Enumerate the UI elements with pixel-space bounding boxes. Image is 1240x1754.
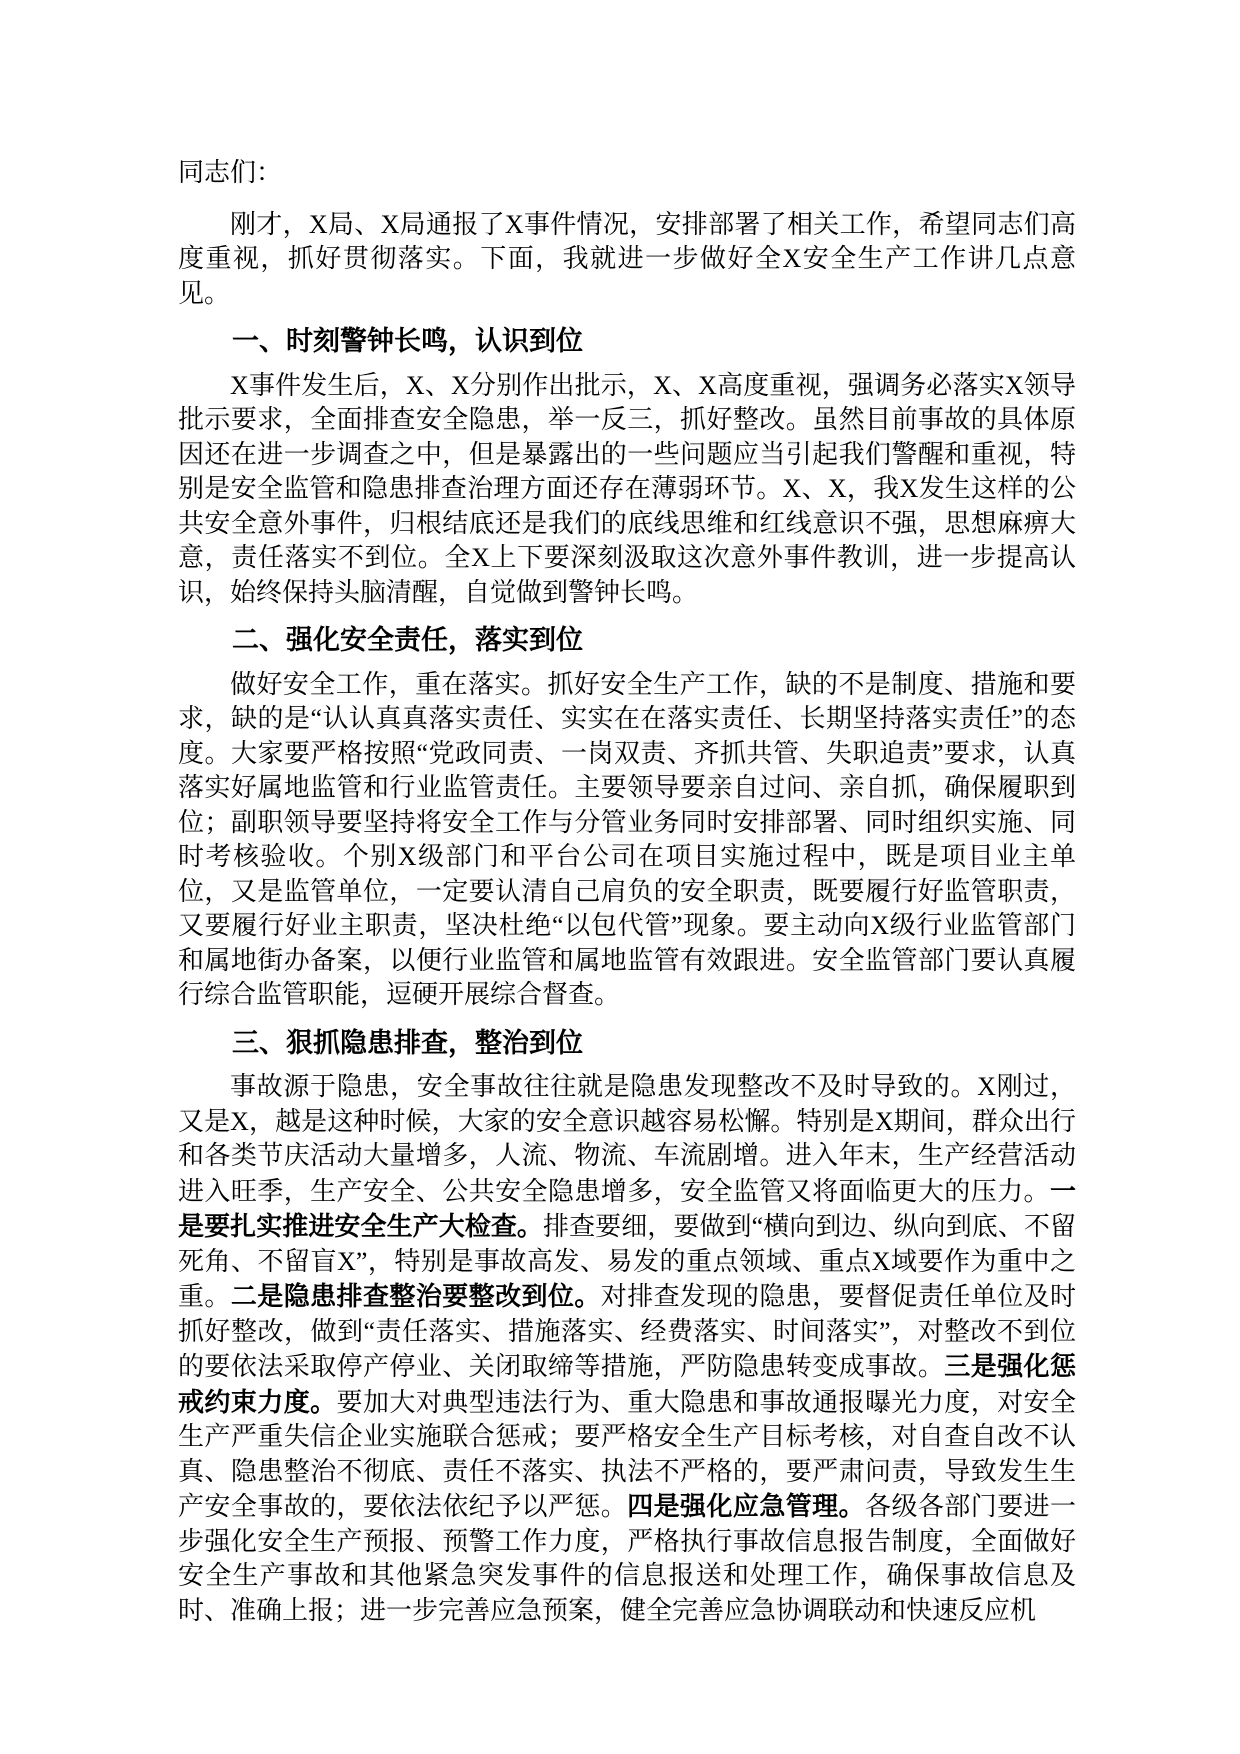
section-heading: 三、狠抓隐患排查，整治到位: [232, 1027, 583, 1058]
salutation: 同志们：: [178, 158, 283, 187]
section-heading: 一、时刻警钟长鸣，认识到位: [232, 326, 583, 356]
document-paragraph: [178, 668, 1076, 1013]
emphasis-text-run: 三是强化惩戒约束力度。: [178, 1351, 1076, 1417]
document-body: [178, 156, 1076, 1628]
text-run: X事件发生后，X、X分别作出批示，X、X高度重视，强调务必落实X领导批示要求，全面排查安全隐患，举一反三，抓好整改。虽然目前事故的具体原因还在进一步调查之中，但是暴露出的一些问题应当引起我们警醒和重视，特别是安全监管和隐患排查治理方面还存在薄弱环节。X、X，我X发生这样的公共安全意外事件，归根结底还是我们的底线思维和红线意识不强，思想麻痹大意，责任落实不到位。全X上下要深刻汲取这次意外事件教训，进一步提高认识，始终保持头脑清醒，自觉做到警钟长鸣。: [178, 370, 1076, 607]
emphasis-text-run: 一是要扎实推进安全生产大检查。: [178, 1175, 1076, 1241]
emphasis-text-run: 二是隐患排查整治要整改到位。: [230, 1281, 601, 1311]
text-run: 对排查发现的隐患，要督促责任单位及时抓好整改，做到“责任落实、措施落实、经费落实、时间落实”，对整改不到位的要依法采取停产停业、关闭取缔等措施，严防隐患转变成事故。: [178, 1282, 1076, 1381]
document-paragraph: [178, 208, 1076, 312]
emphasis-text-run: 四是强化应急管理。: [627, 1491, 866, 1521]
text-run: 各级各部门要进一步强化安全生产预报、预警工作力度，严格执行事故信息报告制度，全面做好安全生产事故和其他紧急突发事件的信息报送和处理工作，确保事故信息及时、准确上报；进一步完善应急预案，健全完善应急协调联动和快速反应机: [178, 1492, 1076, 1625]
text-run: 要加大对典型违法行为、重大隐患和事故通报曝光力度，对安全生产严重失信企业实施联合惩戒；要严格安全生产目标考核，对自查自改不认真、隐患整治不彻底、责任不落实、执法不严格的，要严肃问责，导致发生生产安全事故的，要依法依纪予以严惩。: [178, 1387, 1076, 1521]
text-run: 排查要细，要做到“横向到边、纵向到底、不留死角、不留盲X”，特别是事故高发、易发的重点领域、重点X域要作为重中之重。: [178, 1212, 1076, 1311]
text-run: 做好安全工作，重在落实。抓好安全生产工作，缺的不是制度、措施和要求，缺的是“认认真真落实责任、实实在在落实责任、长期坚持落实责任”的态度。大家要严格按照“党政同责、一岗双责、齐抓共管、失职追责”要求，认真落实好属地监管和行业监管责任。主要领导要亲自过问、亲自抓，确保履职到位；副职领导要坚持将安全工作与分管业务同时安排部署、同时组织实施、同时考核验收。个别X级部门和平台公司在项目实施过程中，既是项目业主单位，又是监管单位，一定要认清自己肩负的安全职责，既要履行好监管职责，又要履行好业主职责，坚决杜绝“以包代管”现象。要主动向X级行业监管部门和属地街办备案，以便行业监管和属地监管有效跟进。安全监管部门要认真履行综合监管职能，逗硬开展综合督查。: [178, 669, 1076, 1009]
text-run: 刚才，X局、X局通报了X事件情况，安排部署了相关工作，希望同志们高度重视，抓好贯彻落实。下面，我就进一步做好全X安全生产工作讲几点意见。: [178, 209, 1076, 308]
document-paragraph: [178, 1070, 1076, 1628]
document-paragraph: [178, 369, 1076, 611]
section-heading: 二、强化安全责任，落实到位: [232, 625, 583, 655]
text-run: 事故源于隐患，安全事故往往就是隐患发现整改不及时导致的。X刚过，又是X，越是这种时候，大家的安全意识越容易松懈。特别是X期间，群众出行和各类节庆活动大量增多，人流、物流、车流剧增。进入年末，生产经营活动进入旺季，生产安全、公共安全隐患增多，安全监管又将面临更大的压力。: [178, 1072, 1076, 1206]
